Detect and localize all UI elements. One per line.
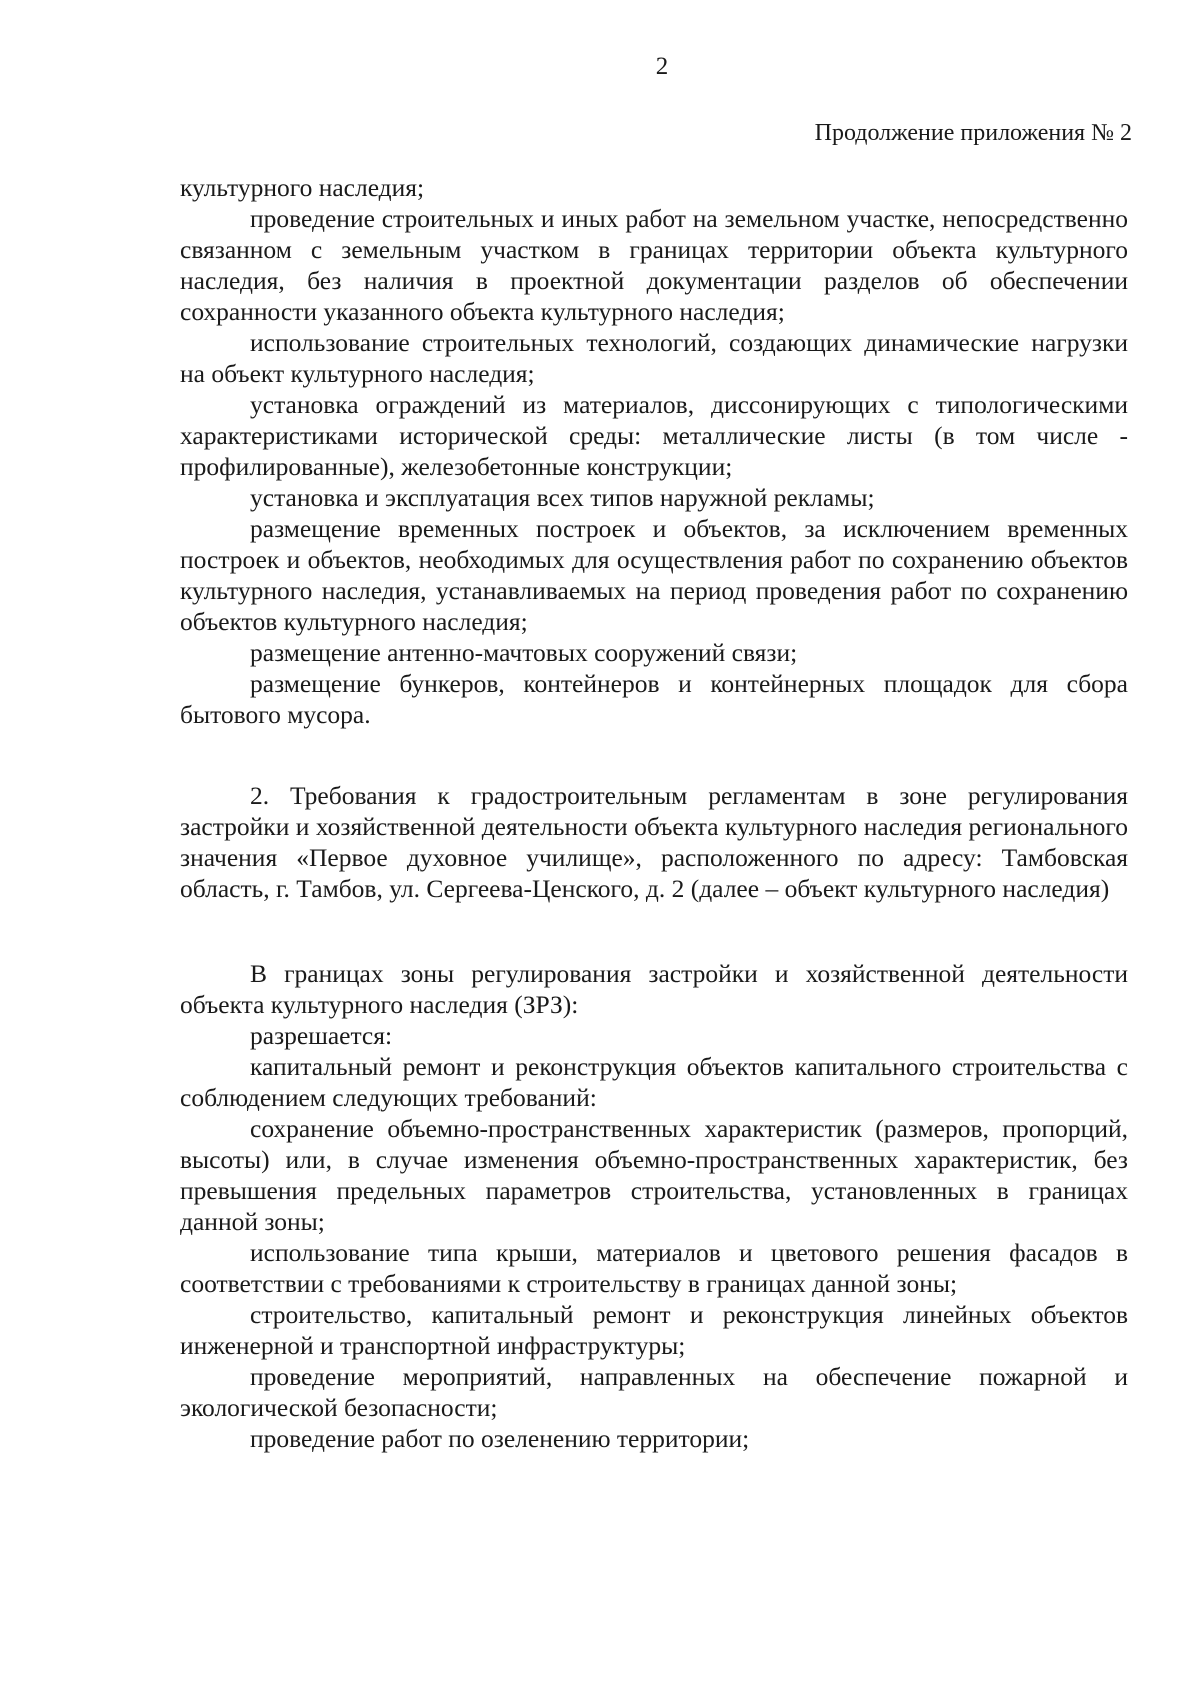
paragraph: размещение антенно-мачтовых сооружений связи; xyxy=(250,638,798,667)
paragraph: разрешается: xyxy=(250,1021,393,1050)
paragraph: капитальный ремонт и реконструкция объектов капитального строительства с соблюдением следующих требований: xyxy=(180,1052,1128,1112)
section-heading: 2. Требования к градостроительным регламентам в зоне регулирования застройки и хозяйственной деятельности объекта культурного наследия регионального значения «Первое духовное училище», расположенного по адресу: Тамбовская область, г. Тамбов, ул. Сергеева-Ценского, д. 2 (далее – объект культурного наследия) xyxy=(180,781,1128,903)
paragraph: проведение работ по озеленению территории; xyxy=(250,1424,750,1453)
paragraph: В границах зоны регулирования застройки и хозяйственной деятельности объекта культурного наследия (ЗРЗ): xyxy=(180,959,1128,1019)
paragraph: культурного наследия; xyxy=(180,173,425,202)
paragraph: сохранение объемно-пространственных характеристик (размеров, пропорций, высоты) или, в случае изменения объемно-пространственных характеристик, без превышения предельных параметров строительства, установленных в границах данной зоны; xyxy=(180,1114,1128,1236)
page-number: 2 xyxy=(655,53,669,80)
document-body xyxy=(180,172,1128,1454)
paragraph: проведение строительных и иных работ на земельном участке, непосредственно связанном с земельным участком в границах территории объекта культурного наследия, без наличия в проектной документации разделов об обеспечении сохранности указанного объекта культурного наследия; xyxy=(180,204,1128,326)
paragraph: проведение мероприятий, направленных на обеспечение пожарной и экологической безопасности; xyxy=(180,1362,1128,1422)
paragraph: размещение бункеров, контейнеров и контейнерных площадок для сбора бытового мусора. xyxy=(180,669,1128,729)
paragraph: использование типа крыши, материалов и цветового решения фасадов в соответствии с требованиями к строительству в границах данной зоны; xyxy=(180,1238,1128,1298)
appendix-continuation-label: Продолжение приложения № 2 xyxy=(814,120,1132,146)
paragraph: использование строительных технологий, создающих динамические нагрузки на объект культурного наследия; xyxy=(180,328,1128,388)
paragraph: установка и эксплуатация всех типов наружной рекламы; xyxy=(250,483,875,512)
paragraph: строительство, капитальный ремонт и реконструкция линейных объектов инженерной и транспортной инфраструктуры; xyxy=(180,1300,1128,1360)
paragraph: размещение временных построек и объектов, за исключением временных построек и объектов, необходимых для осуществления работ по сохранению объектов культурного наследия, устанавливаемых на период проведения работ по сохранению объектов культурного наследия; xyxy=(180,514,1128,636)
paragraph: установка ограждений из материалов, диссонирующих с типологическими характеристиками исторической среды: металлические листы (в том числе - профилированные), железобетонные конструкции; xyxy=(180,390,1128,481)
